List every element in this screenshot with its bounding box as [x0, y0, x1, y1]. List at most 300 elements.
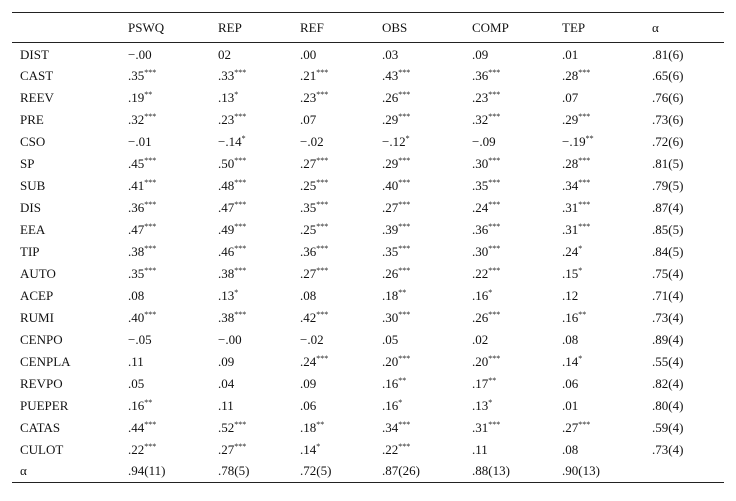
row-label: AUTO	[20, 265, 56, 281]
table-cell	[644, 307, 724, 329]
table-cell	[292, 175, 374, 197]
table-header	[12, 13, 724, 43]
table-cell	[644, 109, 724, 131]
significance-marker: *	[578, 353, 583, 363]
table-cell	[464, 131, 554, 153]
table-cell	[120, 307, 210, 329]
table-cell	[644, 417, 724, 439]
cell-value: .07	[562, 89, 579, 105]
significance-marker: ***	[316, 265, 329, 275]
cell-value: .39	[382, 221, 399, 237]
significance-marker: ***	[578, 419, 591, 429]
cell-value: .76(6)	[652, 89, 684, 105]
table-cell	[210, 109, 292, 131]
cell-value: .11	[128, 353, 144, 369]
significance-marker: ***	[398, 419, 411, 429]
cell-value: .23	[300, 89, 317, 105]
row-label: RUMI	[20, 309, 54, 325]
cell-value: .11	[218, 397, 234, 413]
table-cell	[464, 43, 554, 65]
significance-marker: *	[241, 133, 246, 143]
significance-marker: ***	[398, 221, 411, 231]
table-cell	[292, 417, 374, 439]
row-label: EEA	[20, 221, 46, 237]
table-cell	[554, 153, 644, 175]
table-cell	[292, 43, 374, 65]
table-row	[12, 219, 724, 241]
cell-value: .28	[562, 155, 579, 171]
significance-marker: ***	[398, 309, 411, 319]
table-cell	[210, 285, 292, 307]
header-cell-rep: REP	[218, 19, 242, 35]
table-cell	[644, 153, 724, 175]
table-cell	[374, 43, 464, 65]
cell-value: .72(6)	[652, 133, 684, 149]
table-cell	[120, 65, 210, 87]
cell-value: .15	[562, 265, 579, 281]
table-cell	[374, 439, 464, 461]
row-label: SUB	[20, 177, 46, 193]
table-cell	[374, 373, 464, 395]
significance-marker: ***	[234, 155, 247, 165]
significance-marker: ***	[488, 111, 501, 121]
cell-value: .31	[562, 199, 579, 215]
table-cell	[374, 131, 464, 153]
table-cell	[120, 175, 210, 197]
significance-marker: ***	[234, 111, 247, 121]
cell-value: .29	[382, 155, 399, 171]
significance-marker: ***	[578, 177, 591, 187]
cell-value: .49	[218, 221, 235, 237]
table-cell	[374, 329, 464, 351]
significance-marker: ***	[316, 67, 329, 77]
cell-value: .87(26)	[382, 463, 420, 479]
significance-marker: ***	[234, 309, 247, 319]
cell-value: .73(6)	[652, 111, 684, 127]
table-cell	[464, 395, 554, 417]
significance-marker: ***	[144, 177, 157, 187]
row-label: TIP	[20, 243, 40, 259]
cell-value: .44	[128, 419, 145, 435]
table-cell	[554, 109, 644, 131]
row-label: DIS	[20, 199, 41, 215]
cell-value: .27	[218, 441, 235, 457]
cell-value: .50	[218, 155, 235, 171]
significance-marker: **	[144, 89, 153, 99]
cell-value: .18	[300, 419, 317, 435]
table-cell	[464, 461, 554, 483]
cell-value: .01	[562, 397, 579, 413]
table-cell	[554, 241, 644, 263]
table-cell	[120, 43, 210, 65]
table-row	[12, 351, 724, 373]
table-cell	[210, 219, 292, 241]
table-cell	[464, 109, 554, 131]
significance-marker: ***	[234, 243, 247, 253]
table-row	[12, 131, 724, 153]
table-cell	[120, 109, 210, 131]
cell-value: .75(4)	[652, 265, 684, 281]
cell-value: .04	[218, 375, 235, 391]
table-cell	[464, 219, 554, 241]
table-cell	[464, 87, 554, 109]
table-cell	[120, 131, 210, 153]
significance-marker: ***	[234, 221, 247, 231]
table-cell	[464, 439, 554, 461]
table-cell	[374, 153, 464, 175]
significance-marker: **	[316, 419, 325, 429]
cell-value: .36	[472, 221, 489, 237]
cell-value: .89(4)	[652, 331, 684, 347]
cell-value: −.01	[128, 133, 152, 149]
table-cell	[120, 417, 210, 439]
cell-value: .88(13)	[472, 463, 510, 479]
table-cell	[292, 351, 374, 373]
significance-marker: ***	[144, 265, 157, 275]
table-cell	[120, 373, 210, 395]
significance-marker: ***	[578, 67, 591, 77]
table-cell	[210, 131, 292, 153]
cell-value: .36	[128, 199, 145, 215]
significance-marker: ***	[234, 265, 247, 275]
cell-value: .41	[128, 177, 145, 193]
table-row	[12, 329, 724, 351]
cell-value: .42	[300, 309, 317, 325]
table-cell	[292, 285, 374, 307]
cell-value: .16	[128, 397, 145, 413]
significance-marker: ***	[578, 155, 591, 165]
significance-marker: ***	[234, 419, 247, 429]
cell-value: .24	[472, 199, 489, 215]
row-label: PRE	[20, 111, 44, 127]
row-label: ACEP	[20, 287, 54, 303]
cell-value: 02	[218, 47, 231, 63]
significance-marker: ***	[398, 265, 411, 275]
cell-value: .35	[300, 199, 317, 215]
significance-marker: *	[234, 89, 239, 99]
table-cell	[644, 87, 724, 109]
significance-marker: *	[488, 397, 493, 407]
significance-marker: ***	[488, 265, 501, 275]
cell-value: .40	[382, 177, 399, 193]
table-row	[12, 153, 724, 175]
header-cell-empty	[12, 13, 120, 43]
cell-value: .80(4)	[652, 397, 684, 413]
table-cell	[120, 153, 210, 175]
significance-marker: *	[578, 265, 583, 275]
significance-marker: ***	[488, 309, 501, 319]
table-body	[12, 43, 724, 483]
cell-value: .35	[128, 67, 145, 83]
cell-value: .09	[472, 47, 489, 63]
significance-marker: ***	[234, 441, 247, 451]
table-cell	[554, 329, 644, 351]
table-cell	[374, 109, 464, 131]
cell-value: .47	[128, 221, 145, 237]
cell-value: .38	[218, 265, 235, 281]
table-cell	[292, 197, 374, 219]
cell-value: −.05	[128, 331, 152, 347]
table-row	[12, 395, 724, 417]
cell-value: .09	[300, 375, 317, 391]
cell-value: .48	[218, 177, 235, 193]
significance-marker: ***	[316, 353, 329, 363]
table-cell	[554, 43, 644, 65]
cell-value: .73(4)	[652, 309, 684, 325]
cell-value: .14	[562, 353, 579, 369]
header-cell-comp: COMP	[472, 19, 509, 35]
cell-value: .23	[218, 111, 235, 127]
cell-value: .31	[562, 221, 579, 237]
cell-value: .06	[300, 397, 317, 413]
header-cell-pswq: PSWQ	[128, 19, 165, 35]
table-cell	[210, 263, 292, 285]
table-cell	[120, 439, 210, 461]
header-cell-ref: REF	[300, 19, 324, 35]
table-cell	[210, 351, 292, 373]
table-cell	[464, 351, 554, 373]
cell-value: −.09	[472, 133, 496, 149]
cell-value: .16	[382, 397, 399, 413]
significance-marker: *	[578, 243, 583, 253]
cell-value: .65(6)	[652, 67, 684, 83]
cell-value: .16	[472, 287, 489, 303]
cell-value: .11	[472, 441, 488, 457]
cell-value: .24	[300, 353, 317, 369]
table-cell	[292, 329, 374, 351]
table-cell	[210, 329, 292, 351]
cell-value: .05	[128, 375, 145, 391]
cell-value: .14	[300, 441, 317, 457]
table-cell	[374, 241, 464, 263]
cell-value: .30	[382, 309, 399, 325]
cell-value: .90(13)	[562, 463, 600, 479]
cell-value: .38	[128, 243, 145, 259]
cell-value: −.00	[218, 331, 242, 347]
table-cell	[210, 395, 292, 417]
significance-marker: ***	[144, 243, 157, 253]
cell-value: .20	[472, 353, 489, 369]
table-cell	[210, 461, 292, 483]
cell-value: .45	[128, 155, 145, 171]
cell-value: .25	[300, 177, 317, 193]
cell-value: .09	[218, 353, 235, 369]
cell-value: .13	[218, 287, 235, 303]
table-cell	[292, 373, 374, 395]
table-cell	[644, 43, 724, 65]
cell-value: .08	[562, 441, 579, 457]
significance-marker: ***	[316, 243, 329, 253]
cell-value: .26	[382, 89, 399, 105]
table-cell	[464, 373, 554, 395]
cell-value: .94(11)	[128, 463, 166, 479]
table-cell	[554, 417, 644, 439]
significance-marker: ***	[398, 199, 411, 209]
table-cell	[464, 153, 554, 175]
row-label: REVPO	[20, 375, 63, 391]
significance-marker: ***	[144, 155, 157, 165]
table-cell	[292, 87, 374, 109]
table-cell	[292, 65, 374, 87]
table-cell	[644, 241, 724, 263]
table-row	[12, 461, 724, 483]
cell-value: .32	[128, 111, 145, 127]
cell-value: .06	[562, 375, 579, 391]
table-cell	[292, 263, 374, 285]
cell-value: .21	[300, 67, 317, 83]
header-row	[12, 13, 724, 43]
significance-marker: ***	[488, 221, 501, 231]
significance-marker: *	[405, 133, 410, 143]
table-cell	[464, 417, 554, 439]
table-cell	[554, 307, 644, 329]
row-label: PUEPER	[20, 397, 69, 413]
table-cell	[644, 439, 724, 461]
cell-value: .16	[382, 375, 399, 391]
cell-value: −.02	[300, 331, 324, 347]
cell-value: .36	[472, 67, 489, 83]
cell-value: .36	[300, 243, 317, 259]
table-cell	[644, 351, 724, 373]
cell-value: .34	[382, 419, 399, 435]
row-label: SP	[20, 155, 35, 171]
cell-value: .18	[382, 287, 399, 303]
table-cell	[644, 395, 724, 417]
cell-value: .43	[382, 67, 399, 83]
significance-marker: ***	[398, 155, 411, 165]
cell-value: −.12	[382, 133, 406, 149]
table-cell	[374, 417, 464, 439]
header-cell-alpha: α	[652, 19, 659, 35]
significance-marker: ***	[398, 177, 411, 187]
cell-value: .46	[218, 243, 235, 259]
significance-marker: ***	[488, 67, 501, 77]
table-cell	[554, 285, 644, 307]
cell-value: .05	[382, 331, 399, 347]
table-cell	[644, 285, 724, 307]
row-label: CULOT	[20, 441, 64, 457]
table-cell	[554, 197, 644, 219]
table-cell	[374, 395, 464, 417]
significance-marker: *	[488, 287, 493, 297]
table-cell	[374, 307, 464, 329]
table-cell	[374, 461, 464, 483]
significance-marker: ***	[316, 221, 329, 231]
cell-value: .34	[562, 177, 579, 193]
significance-marker: ***	[144, 309, 157, 319]
cell-value: .85(5)	[652, 221, 684, 237]
cell-value: .71(4)	[652, 287, 684, 303]
table-cell	[464, 263, 554, 285]
table-cell	[374, 263, 464, 285]
table-cell	[554, 373, 644, 395]
cell-value: −.00	[128, 47, 152, 63]
significance-marker: ***	[578, 199, 591, 209]
table-row	[12, 373, 724, 395]
cell-value: .25	[300, 221, 317, 237]
row-label: CAST	[20, 67, 54, 83]
significance-marker: **	[398, 375, 407, 385]
table-cell	[644, 329, 724, 351]
cell-value: .16	[562, 309, 579, 325]
cell-value: .13	[472, 397, 489, 413]
significance-marker: ***	[398, 441, 411, 451]
table-cell	[644, 263, 724, 285]
table-cell	[374, 351, 464, 373]
cell-value: .35	[472, 177, 489, 193]
table-row	[12, 439, 724, 461]
table-cell	[464, 241, 554, 263]
table-cell	[554, 461, 644, 483]
significance-marker: ***	[488, 243, 501, 253]
significance-marker: ***	[488, 199, 501, 209]
table-row	[12, 417, 724, 439]
table-cell	[644, 461, 724, 483]
cell-value: .32	[472, 111, 489, 127]
table-cell	[210, 241, 292, 263]
table-cell	[644, 219, 724, 241]
table-row	[12, 43, 724, 65]
cell-value: .20	[382, 353, 399, 369]
table-cell	[210, 373, 292, 395]
cell-value: .81(5)	[652, 155, 684, 171]
table-cell	[374, 87, 464, 109]
significance-marker: ***	[316, 177, 329, 187]
cell-value: .26	[382, 265, 399, 281]
row-label: REEV	[20, 89, 54, 105]
table-cell	[210, 175, 292, 197]
cell-value: .82(4)	[652, 375, 684, 391]
cell-value: .84(5)	[652, 243, 684, 259]
table-row	[12, 241, 724, 263]
significance-marker: ***	[144, 111, 157, 121]
table-cell	[292, 461, 374, 483]
table-cell	[644, 197, 724, 219]
significance-marker: ***	[144, 199, 157, 209]
cell-value: .38	[218, 309, 235, 325]
table-cell	[120, 219, 210, 241]
table-cell	[554, 395, 644, 417]
cell-value: .78(5)	[218, 463, 250, 479]
table-cell	[644, 131, 724, 153]
table-cell	[120, 351, 210, 373]
table-cell	[210, 43, 292, 65]
table-cell	[554, 65, 644, 87]
significance-marker: ***	[144, 67, 157, 77]
cell-value: .27	[300, 155, 317, 171]
significance-marker: ***	[316, 309, 329, 319]
table-cell	[554, 263, 644, 285]
table-row	[12, 87, 724, 109]
significance-marker: ***	[488, 89, 501, 99]
correlation-table-container	[12, 12, 724, 483]
table-cell	[292, 109, 374, 131]
significance-marker: ***	[398, 89, 411, 99]
table-cell	[292, 439, 374, 461]
correlation-table	[12, 12, 724, 483]
table-cell	[210, 65, 292, 87]
cell-value: .28	[562, 67, 579, 83]
cell-value: .22	[382, 441, 399, 457]
cell-value: .79(5)	[652, 177, 684, 193]
table-cell	[554, 439, 644, 461]
table-cell	[292, 307, 374, 329]
significance-marker: ***	[488, 419, 501, 429]
table-cell	[210, 417, 292, 439]
cell-value: .35	[382, 243, 399, 259]
significance-marker: ***	[488, 177, 501, 187]
cell-value: .81(6)	[652, 47, 684, 63]
